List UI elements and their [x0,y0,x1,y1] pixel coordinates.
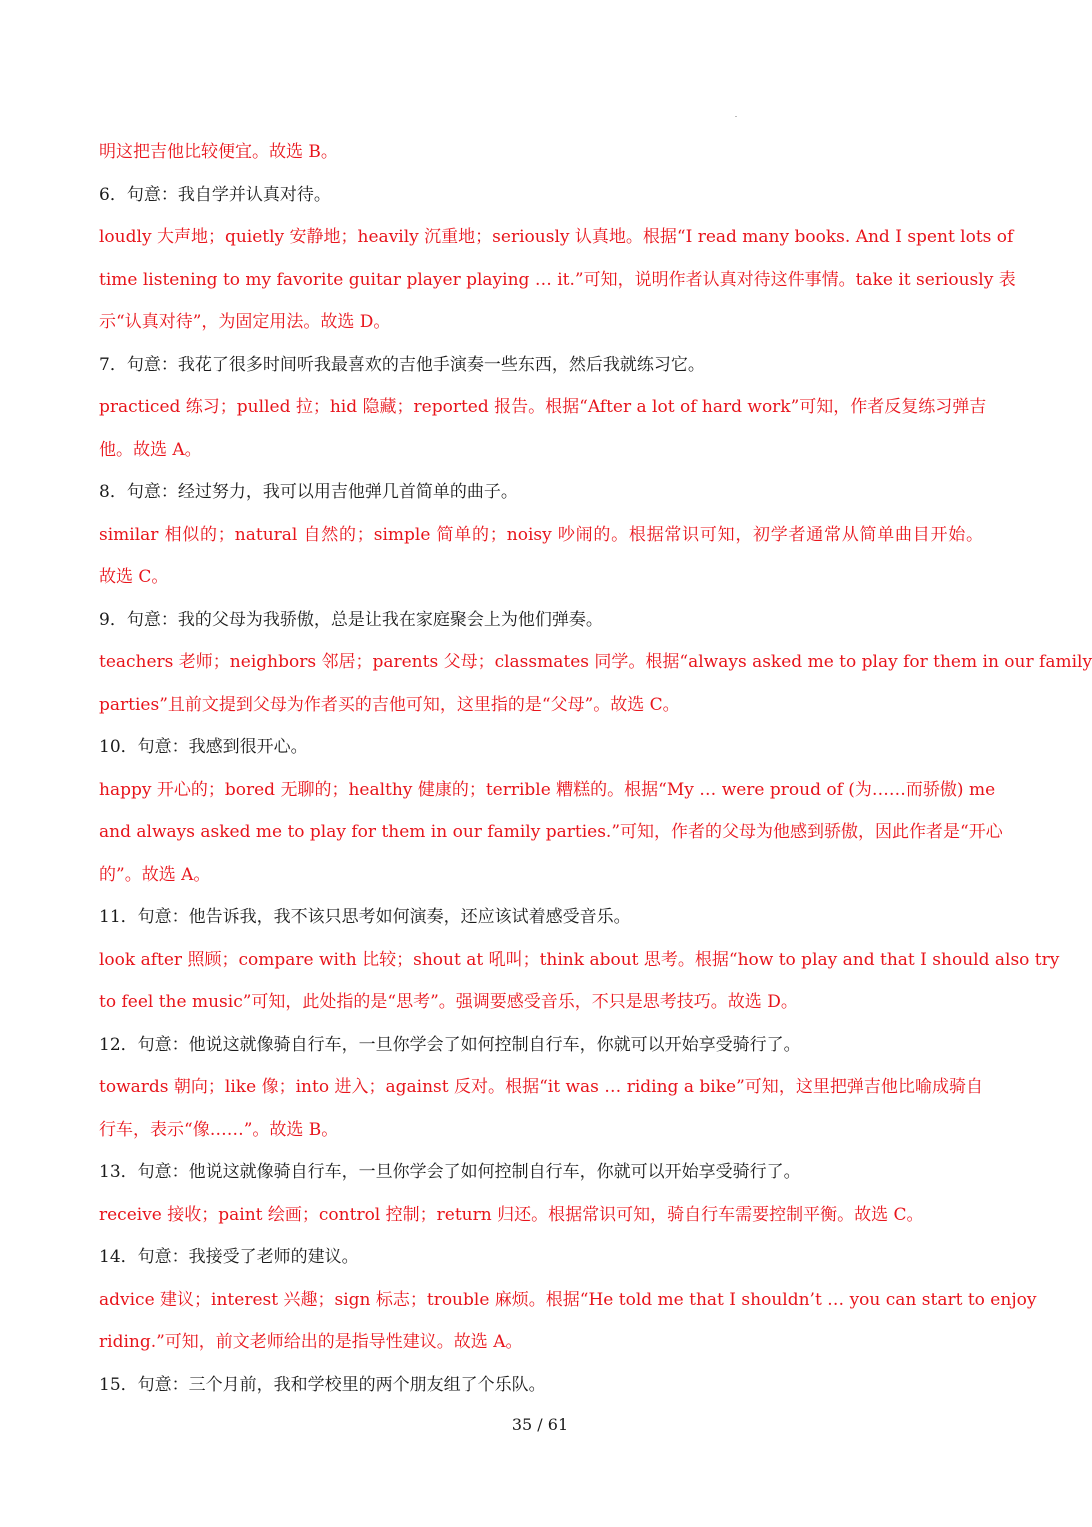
explanation-line: advice 建议；interest 兴趣；sign 标志；trouble 麻烦。根据“He told me that I shouldn’t … you can start to enjoy [99,1289,1037,1310]
question-line: 6．句意：我自学并认真对待。 [99,184,331,205]
question-line: 12．句意：他说这就像骑自行车，一旦你学会了如何控制自行车，你就可以开始享受骑行了。 [99,1034,801,1055]
explanation-line: towards 朝向；like 像；into 进入；against 反对。根据“it was … riding a bike”可知，这里把弹吉他比喻成骑自 [99,1077,983,1097]
explanation-line: receive 接收；paint 绘画；control 控制；return 归还。根据常识可知，骑自行车需要控制平衡。故选 C。 [99,1204,924,1225]
explanation-line: teachers 老师；neighbors 邻居；parents 父母；classmates 同学。根据“always asked me to play for them in our family [99,652,1092,672]
page-number: 35 / 61 [511,1415,569,1434]
question-line: 8．句意：经过努力，我可以用吉他弹几首简单的曲子。 [99,482,518,502]
question-line: 13．句意：他说这就像骑自行车，一旦你学会了如何控制自行车，你就可以开始享受骑行了。 [99,1162,801,1182]
explanation-line: riding.”可知，前文老师给出的是指导性建议。故选 A。 [99,1332,523,1352]
explanation-line: 的”。故选 A。 [99,864,211,885]
question-line: 7．句意：我花了很多时间听我最喜欢的吉他手演奏一些东西，然后我就练习它。 [99,354,705,375]
question-line: 10．句意：我感到很开心。 [99,737,308,757]
question-line: 15．句意：三个月前，我和学校里的两个朋友组了个乐队。 [99,1374,546,1395]
explanation-line: loudly 大声地；quietly 安静地；heavily 沉重地；seriously 认真地。根据“I read many books. And I spent lots of [99,227,1014,247]
explanation-line: 他。故选 A。 [99,439,202,460]
explanation-line: to feel the music”可知，此处指的是“思考”。强调要感受音乐，不只是思考技巧。故选 D。 [99,992,798,1012]
explanation-line: happy 开心的；bored 无聊的；healthy 健康的；terrible 糟糕的。根据“My … were proud of (为……而骄傲) me [99,779,996,800]
explanation-line: 故选 C。 [99,567,169,587]
scan-speck [735,116,737,117]
explanation-line: similar 相似的；natural 自然的；simple 简单的；noisy 吵闹的。根据常识可知，初学者通常从简单曲目开始。 [99,524,983,545]
explanation-line: 明这把吉他比较便宜。故选 B。 [99,142,338,162]
explanation-line: practiced 练习；pulled 拉；hid 隐藏；reported 报告。根据“After a lot of hard work”可知，作者反复练习弹吉 [99,397,987,417]
question-line: 11．句意：他告诉我，我不该只思考如何演奏，还应该试着感受音乐。 [99,907,631,927]
explanation-line: 行车，表示“像……”。故选 B。 [99,1119,339,1140]
explanation-line: and always asked me to play for them in our family parties.”可知，作者的父母为他感到骄傲，因此作者是“开心 [99,822,1003,842]
explanation-line: parties”且前文提到父母为作者买的吉他可知，这里指的是“父母”。故选 C。 [99,694,680,715]
answer-explanations [99,131,1092,1406]
question-line: 14．句意：我接受了老师的建议。 [99,1247,359,1267]
explanation-line: look after 照顾；compare with 比较；shout at 吼叫；think about 思考。根据“how to play and that I should also try [99,949,1060,970]
question-line: 9．句意：我的父母为我骄傲，总是让我在家庭聚会上为他们弹奏。 [99,609,603,630]
explanation-line: time listening to my favorite guitar player playing … it.”可知，说明作者认真对待这件事情。take it seriously 表 [99,269,1016,290]
explanation-line: 示“认真对待”，为固定用法。故选 D。 [99,312,391,332]
